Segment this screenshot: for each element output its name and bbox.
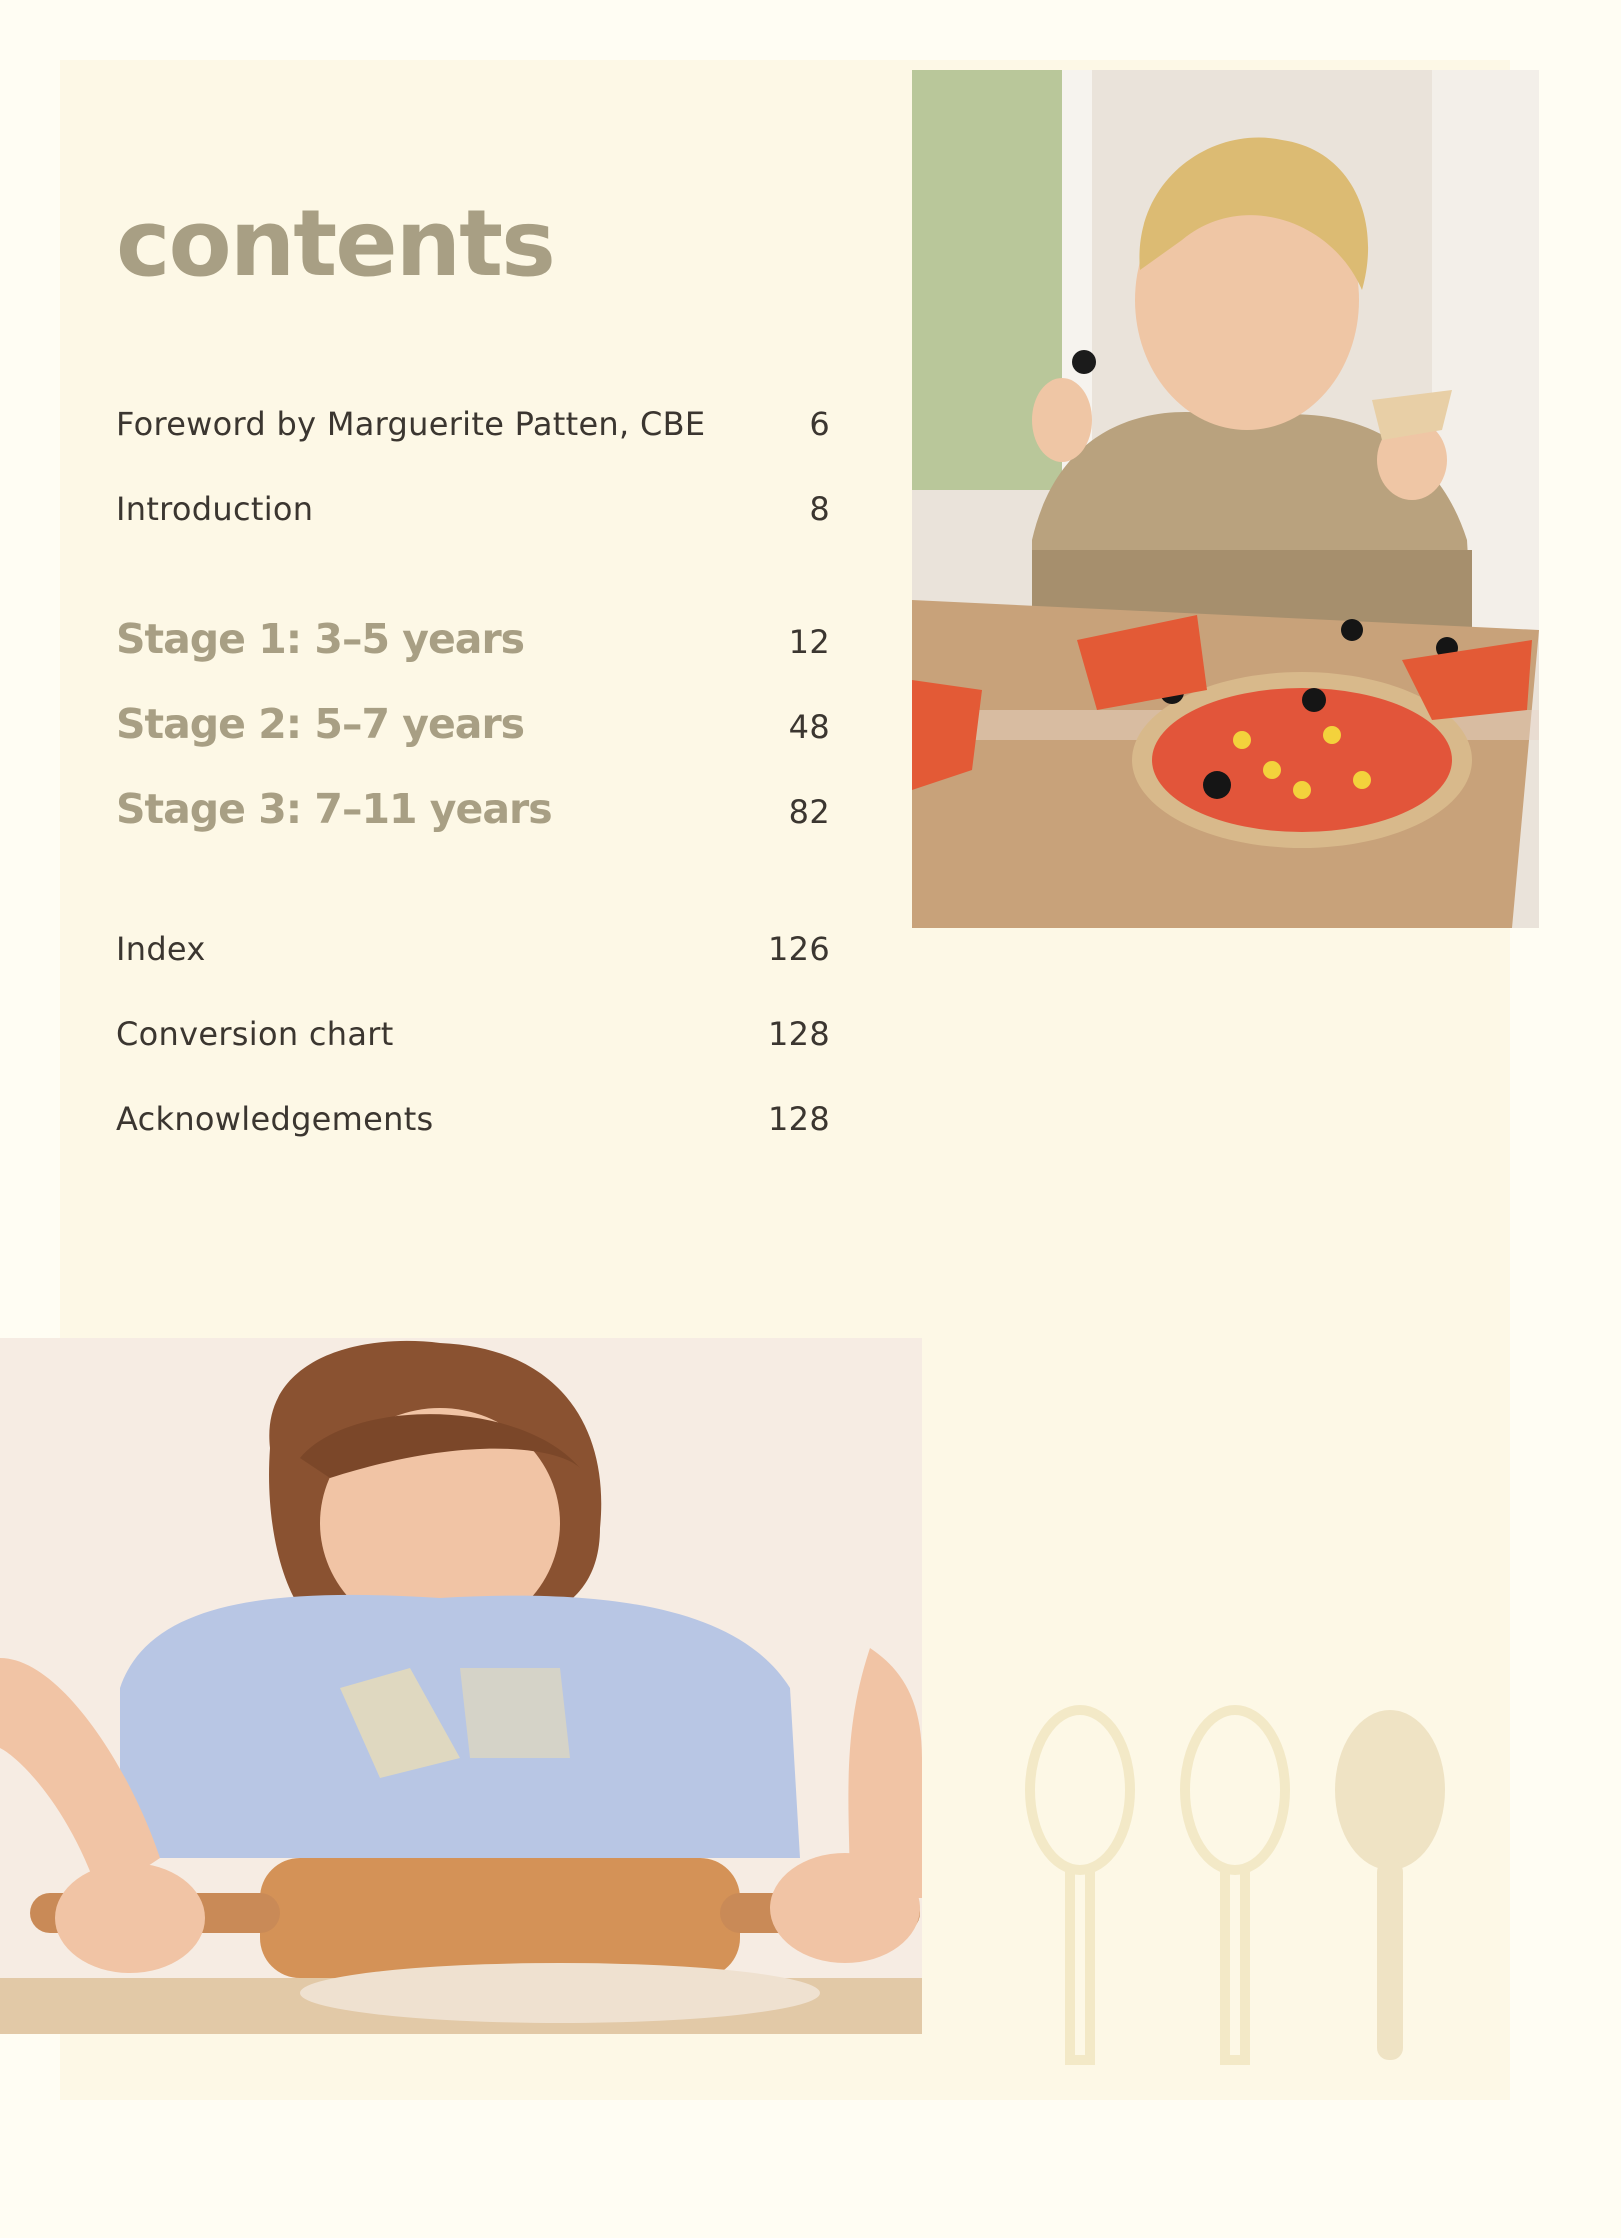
- toc-entry-label: Stage 3: 7–11 years: [116, 785, 552, 833]
- rolling-pin-photo-illustration: [0, 1338, 922, 2034]
- measuring-spoons-icon: [1010, 1700, 1460, 2080]
- toc-entry-page: 128: [768, 1100, 830, 1138]
- toc-entry-conversion-chart[interactable]: [116, 1015, 830, 1053]
- toc-entry-introduction[interactable]: [116, 490, 830, 528]
- toc-entry-label: Foreword by Marguerite Patten, CBE: [116, 405, 706, 443]
- toc-entry-page: 82: [788, 793, 830, 831]
- toc-entry-label: Index: [116, 930, 206, 968]
- child-with-rolling-pin-photo: [0, 1338, 922, 2034]
- boy-eating-pizza-photo: [912, 70, 1539, 928]
- toc-entry-page: 48: [788, 708, 830, 746]
- toc-entry-page: 126: [768, 930, 830, 968]
- toc-entry-label: Acknowledgements: [116, 1100, 434, 1138]
- toc-entry-page: 12: [788, 623, 830, 661]
- toc-entry-page: 128: [768, 1015, 830, 1053]
- toc-entry-foreword[interactable]: [116, 405, 830, 443]
- toc-entry-acknowledgements[interactable]: [116, 1100, 830, 1138]
- toc-entry-index[interactable]: [116, 930, 830, 968]
- toc-entry-stage-3[interactable]: [116, 785, 830, 833]
- toc-entry-label: Stage 2: 5–7 years: [116, 700, 525, 748]
- toc-entry-label: Stage 1: 3–5 years: [116, 615, 525, 663]
- toc-entry-page: 8: [809, 490, 830, 528]
- toc-entry-stage-1[interactable]: [116, 615, 830, 663]
- toc-entry-stage-2[interactable]: [116, 700, 830, 748]
- toc-entry-page: 6: [809, 405, 830, 443]
- page-title: contents: [116, 190, 554, 297]
- pizza-photo-illustration: [912, 70, 1539, 928]
- toc-entry-label: Introduction: [116, 490, 314, 528]
- toc-entry-label: Conversion chart: [116, 1015, 394, 1053]
